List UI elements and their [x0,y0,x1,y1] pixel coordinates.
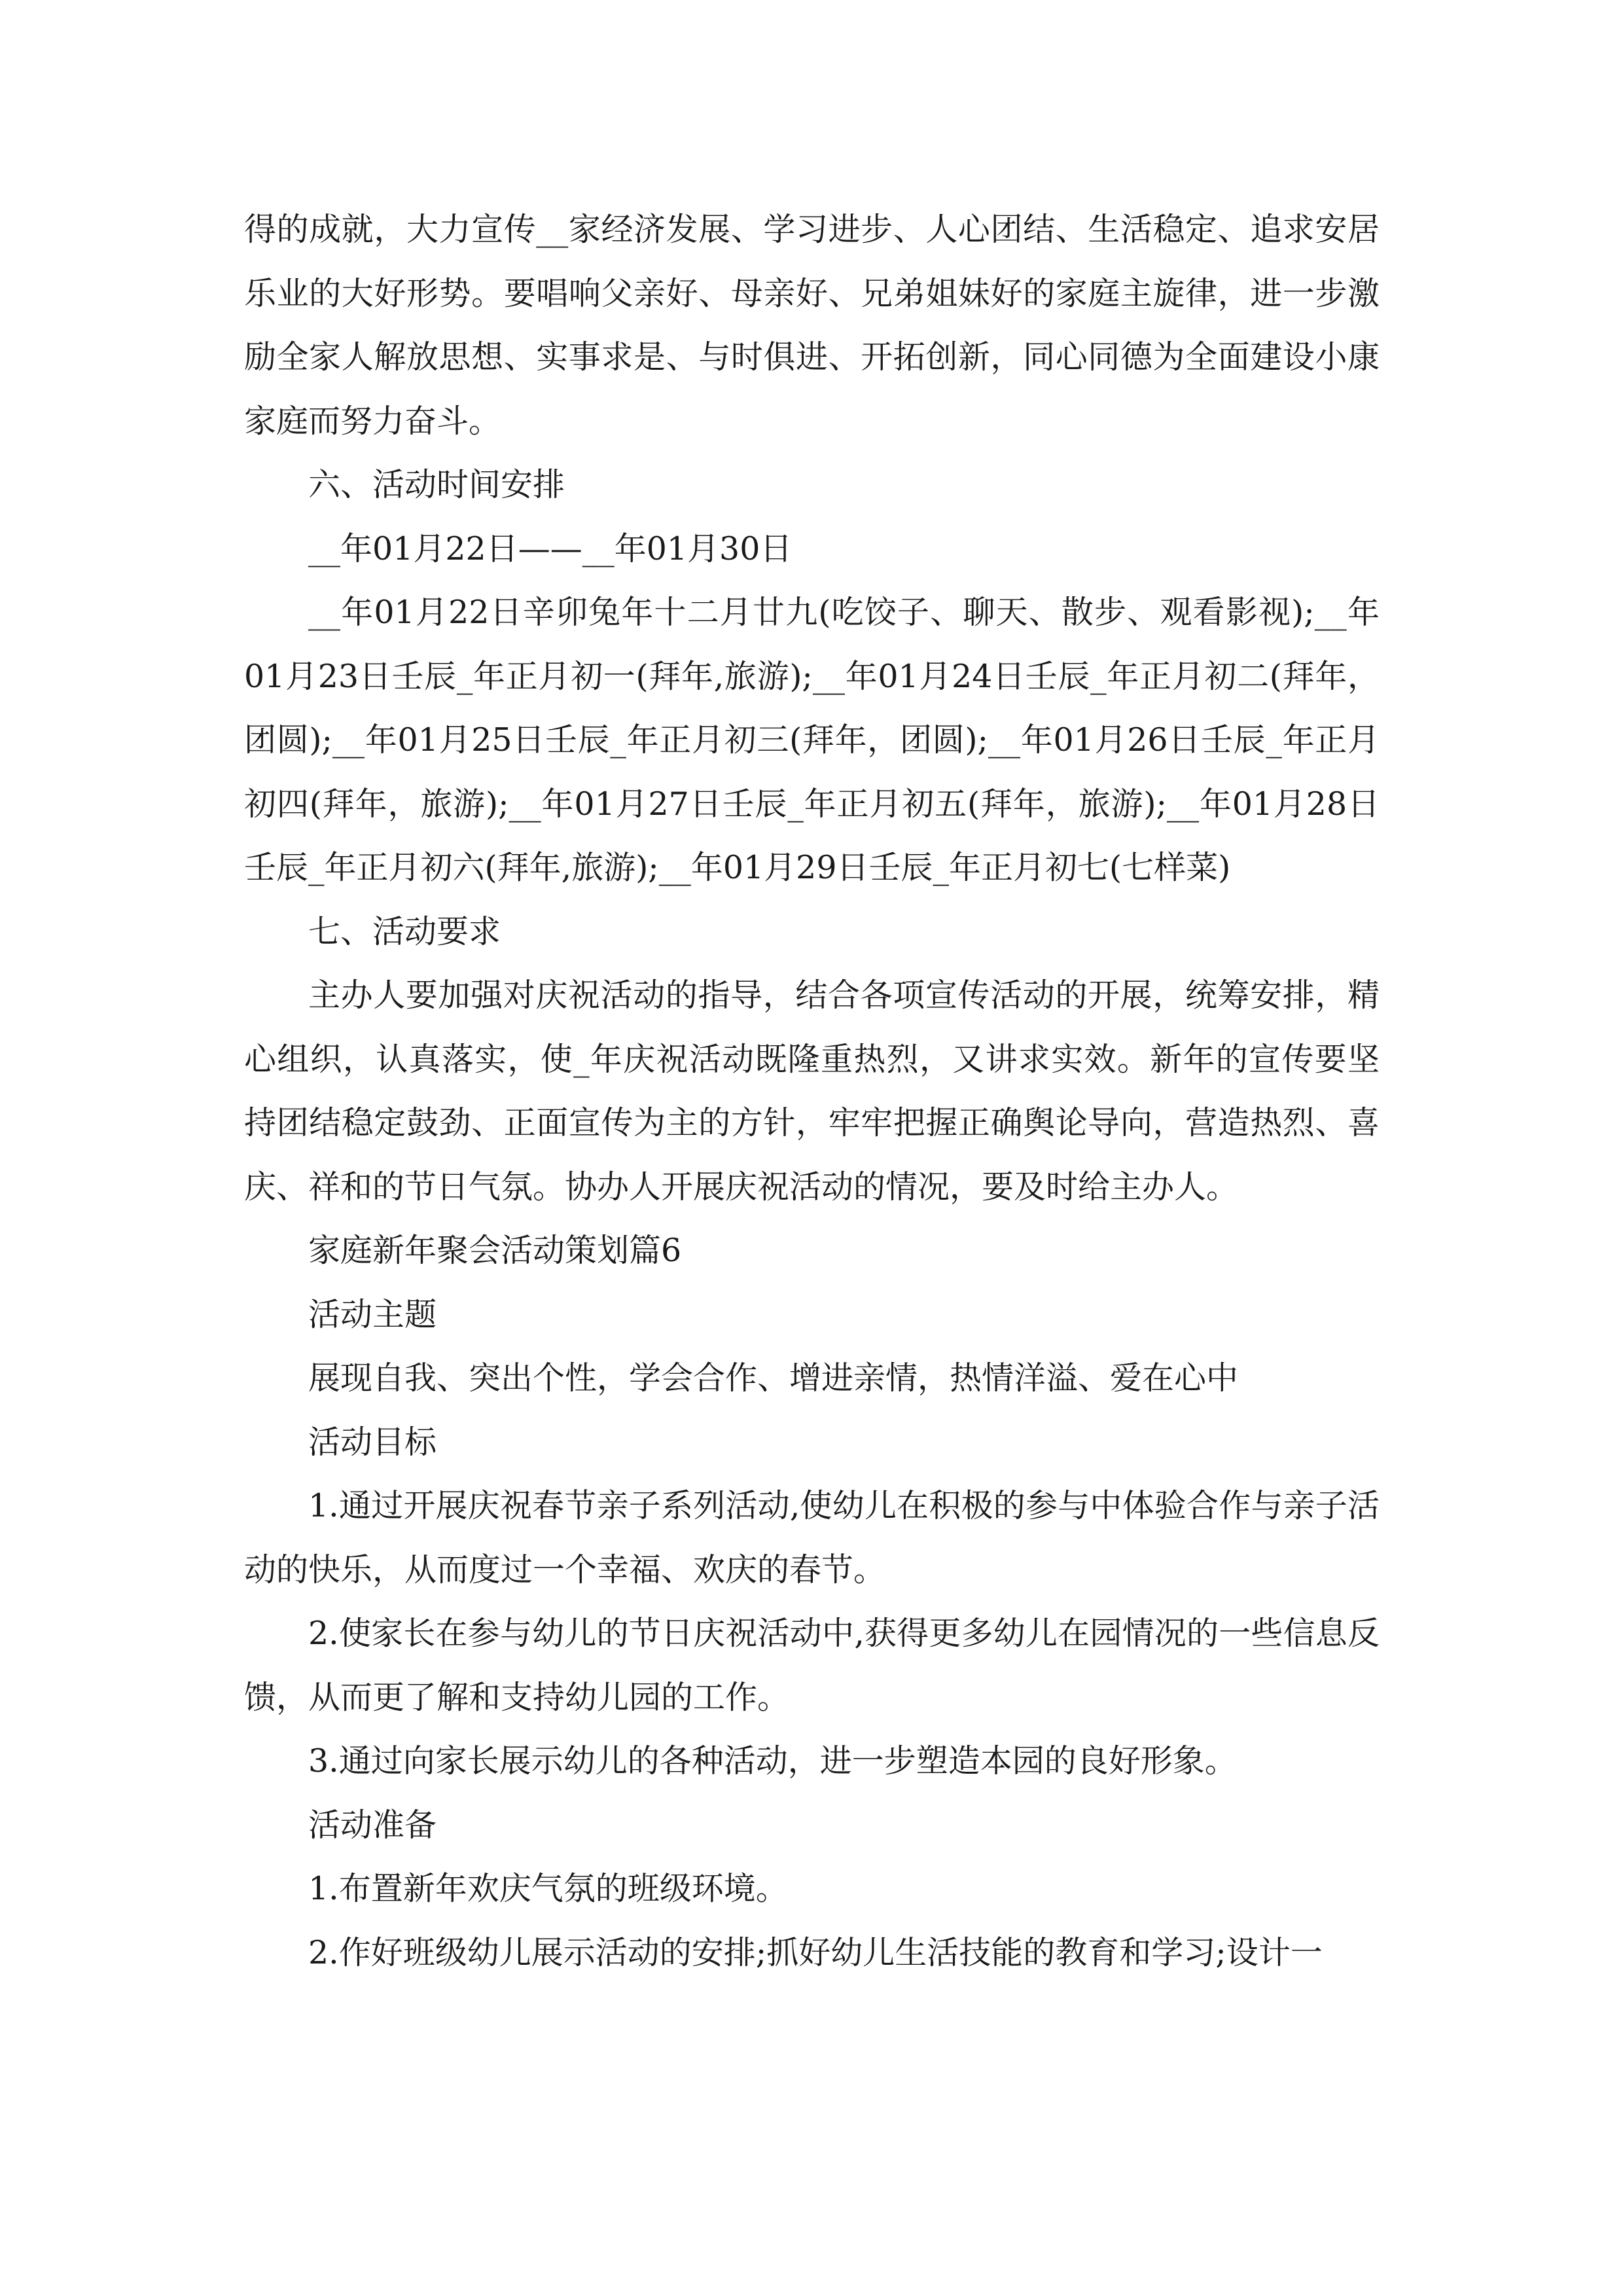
heading-theme: 活动主题 [308,1295,437,1333]
list-item-prep-1: 1.布置新年欢庆气氛的班级环境。 [308,1870,788,1907]
document-body [244,198,1380,1984]
list-item-goal-2: 2.使家长在参与幼儿的节日庆祝活动中,获得更多幼儿在园情况的一些信息反馈，从而更了解和支持幼儿园的工作。 [244,1615,1380,1716]
paragraph-date-range: __年01月22日——__年01月30日 [308,529,793,567]
list-item-goal-1: 1.通过开展庆祝春节亲子系列活动,使幼儿在积极的参与中体验合作与亲子活动的快乐，从而度过一个幸福、欢庆的春节。 [244,1487,1380,1588]
heading-goals: 活动目标 [308,1423,437,1461]
paragraph-requirements: 主办人要加强对庆祝活动的指导，结合各项宣传活动的开展，统筹安排，精心组织，认真落实，使_年庆祝活动既隆重热烈，又讲求实效。新年的宣传要坚持团结稳定鼓劲、正面宣传为主的方针，牢牢把握正确舆论导向，营造热烈、喜庆、祥和的节日气氛。协办人开展庆祝活动的情况，要及时给主办人。 [244,977,1380,1206]
heading-requirements: 七、活动要求 [308,912,501,950]
heading-preparation: 活动准备 [308,1806,437,1844]
section-title: 家庭新年聚会活动策划篇6 [308,1232,682,1269]
paragraph-daily-schedule: __年01月22日辛卯兔年十二月廿九(吃饺子、聊天、散步、观看影视);__年01月23日壬辰_年正月初一(拜年,旅游);__年01月24日壬辰_年正月初二(拜年，团圆);__年01月25日壬辰_年正月初三(拜年，团圆);__年01月26日壬辰_年正月初四(拜年，旅游);__年01月27日壬辰_年正月初五(拜年，旅游);__年01月28日壬辰_年正月初六(拜年,旅游);__年01月29日壬辰_年正月初七(七样菜) [244,594,1380,886]
paragraph-theme: 展现自我、突出个性，学会合作、增进亲情，热情洋溢、爱在心中 [308,1359,1239,1397]
list-item-prep-2: 2.作好班级幼儿展示活动的安排;抓好幼儿生活技能的教育和学习;设计一 [308,1933,1323,1971]
list-item-goal-3: 3.通过向家长展示幼儿的各种活动，进一步塑造本园的良好形象。 [308,1742,1237,1780]
paragraph-intro-continuation: 得的成就，大力宣传__家经济发展、学习进步、人心团结、生活稳定、追求安居乐业的大好形势。要唱响父亲好、母亲好、兄弟姐妹好的家庭主旋律，进一步激励全家人解放思想、实事求是、与时俱进、开拓创新，同心同德为全面建设小康家庭而努力奋斗。 [244,211,1380,440]
heading-schedule: 六、活动时间安排 [308,466,565,503]
